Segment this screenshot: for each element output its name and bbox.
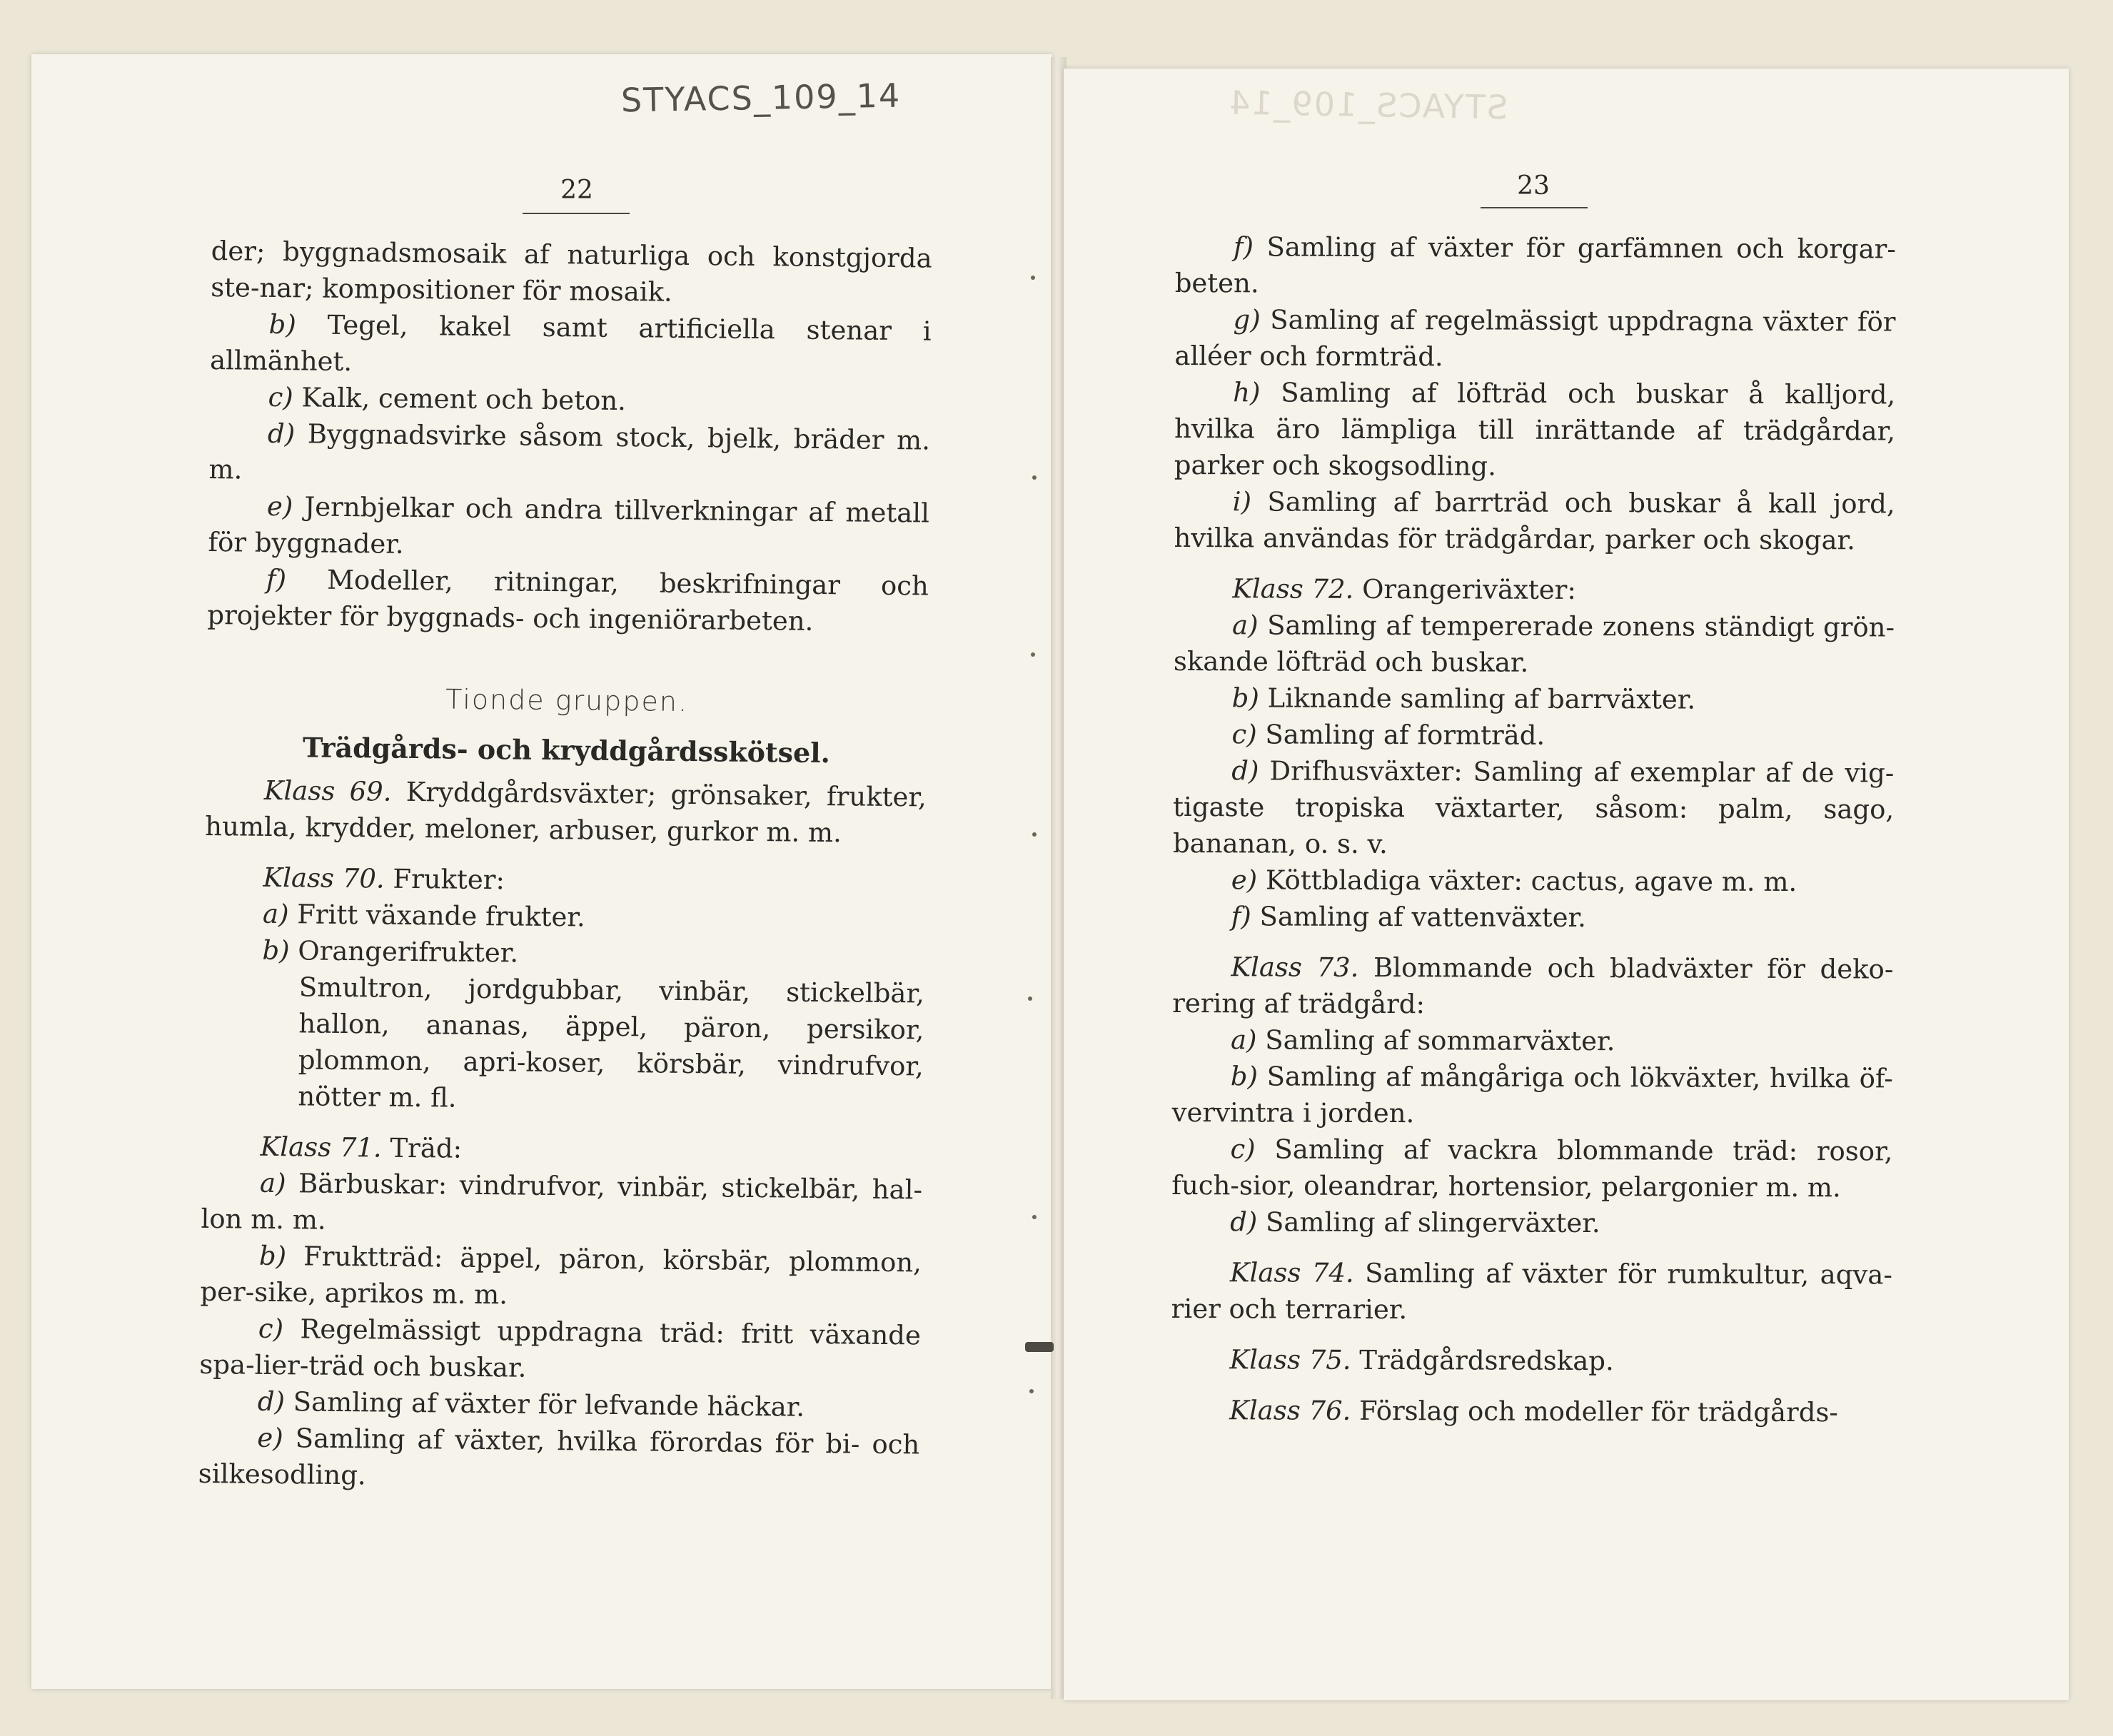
item-marker: h) <box>1233 377 1261 408</box>
item-marker: d) <box>257 1386 286 1418</box>
text: Samling af sommarväxter. <box>1256 1024 1615 1057</box>
item-marker: c) <box>268 381 293 413</box>
text: Samling af växter för lefvande häckar. <box>284 1386 805 1423</box>
text: Samling af vackra blommande träd: rosor, fuch-sior, oleandrar, hortensior, pelargonier m. m. <box>1171 1134 1893 1203</box>
item-marker: i) <box>1232 486 1252 518</box>
item-marker: d) <box>267 418 296 450</box>
text: Blommande och bladväxter för deko-rering af trädgård: <box>1172 952 1894 1020</box>
text: Orangeriväxter: <box>1353 573 1576 605</box>
paper-speck <box>1032 1215 1037 1219</box>
item-marker: c) <box>1231 719 1257 750</box>
fruit-list: Smultron, jordgubbar, vinbär, stickelbär, hallon, ananas, äppel, päron, persikor, plommon, apri-koser, körsbär, vindrufvor, nötter m. fl. <box>298 972 925 1114</box>
item-marker: a) <box>1231 610 1259 641</box>
paragraph <box>1172 1021 1893 1061</box>
right-text-column <box>1171 228 1896 1431</box>
class-label: Klass 76. <box>1229 1395 1351 1426</box>
paragraph <box>207 560 929 641</box>
text: Samling af regelmässigt uppdragna växter för alléer och formträd. <box>1174 304 1896 373</box>
text: Kryddgårdsväxter; grönsaker, frukter, humla, krydder, meloner, arbuser, gurkor m. m. <box>205 776 927 849</box>
paragraph <box>211 233 932 313</box>
paper-speck <box>1029 1389 1034 1393</box>
paper-speck <box>1031 652 1035 657</box>
item-marker: b) <box>262 934 290 967</box>
text: Byggnadsvirke såsom stock, bjelk, bräder m. m. <box>208 418 931 485</box>
text: Fritt växande frukter. <box>288 899 586 933</box>
class-entry <box>205 772 927 852</box>
paper-speck <box>1032 832 1037 837</box>
text: der; byggnadsmosaik af naturliga och konstgjorda ste-nar; kompositioner för mosaik. <box>210 235 932 308</box>
page-number-rule-right <box>1481 207 1588 208</box>
item-marker: f) <box>1233 231 1254 263</box>
paragraph <box>208 488 929 568</box>
text: Trädgårdsredskap. <box>1351 1344 1614 1377</box>
item-marker: c) <box>1230 1134 1256 1165</box>
paragraph <box>1174 607 1895 682</box>
text: Förslag och modeller för trädgårds- <box>1351 1395 1838 1428</box>
text: Samling af mångåriga och lökväxter, hvilka öf-vervintra i jorden. <box>1171 1061 1893 1129</box>
text: Samling af tempererade zonens ständigt grön-skande löfträd och buskar. <box>1173 610 1895 678</box>
item-marker: b) <box>268 308 297 340</box>
text: Köttbladiga växter: cactus, agave m. m. <box>1257 864 1797 898</box>
text: Samling af löfträd och buskar å kalljord, hvilka äro lämpliga till inrättande af trädgårdar, parker och skogsodling. <box>1174 377 1896 482</box>
text: Orangerifrukter. <box>289 935 519 969</box>
item-marker: c) <box>258 1313 284 1345</box>
item-marker: b) <box>1230 1061 1259 1092</box>
page-number-left: 22 <box>560 176 593 205</box>
text: Frukter: <box>384 863 505 896</box>
class-label: Klass 71. <box>260 1131 382 1164</box>
archive-reference: STYACS_109_14 <box>620 76 902 120</box>
text: Samling af vattenväxter. <box>1251 901 1586 934</box>
text: Drifhusväxter: Samling af exemplar af de vig-tigaste tropiska växtarter, såsom: palm, sago, bananan, o. s. v. <box>1172 755 1895 860</box>
paragraph <box>198 1419 920 1500</box>
paragraph <box>1171 1203 1892 1243</box>
text: Tegel, kakel samt artificiella stenar i allmänhet. <box>209 309 932 378</box>
item-marker: a) <box>259 1167 286 1199</box>
paragraph <box>1171 1131 1892 1206</box>
paper-speck <box>1028 996 1032 1001</box>
text: Samling af växter, hvilka förordas för bi- och silkesodling. <box>198 1423 920 1491</box>
class-entry <box>1174 570 1895 610</box>
paragraph <box>1173 752 1895 864</box>
paragraph <box>1173 898 1894 937</box>
paragraph <box>1172 1058 1893 1134</box>
paragraph <box>1173 862 1894 901</box>
class-entry <box>1172 949 1893 1024</box>
left-text-column <box>198 233 932 1499</box>
paper-speck <box>1031 276 1035 280</box>
text: Fruktträd: äppel, päron, körsbär, plommon, per-sike, aprikos m. m. <box>200 1241 922 1311</box>
text: Samling af formträd. <box>1256 719 1545 751</box>
class-label: Klass 75. <box>1229 1344 1351 1376</box>
section-subtitle: Trädgårds- och kryddgårdsskötsel. <box>302 731 831 769</box>
paragraph <box>1174 301 1895 377</box>
text: Regelmässigt uppdragna träd: fritt växande spa-lier-träd och buskar. <box>199 1313 922 1383</box>
item-marker: e) <box>1231 864 1258 896</box>
item-marker: f) <box>1231 901 1251 932</box>
paragraph <box>200 1237 922 1318</box>
text: Samling af växter för rumkultur, aqva-rier och terrarier. <box>1171 1257 1892 1326</box>
binding-mark <box>1025 1342 1054 1352</box>
class-entry <box>1171 1341 1892 1381</box>
class-label: Klass 74. <box>1229 1257 1354 1288</box>
item-marker: d) <box>1231 755 1259 787</box>
paragraph <box>210 306 932 386</box>
item-marker: b) <box>258 1240 287 1272</box>
text: Samling af växter för garfämnen och korgar-beten. <box>1174 231 1896 299</box>
paragraph <box>201 1164 922 1245</box>
page-number-right: 23 <box>1517 171 1550 201</box>
item-marker: e) <box>257 1422 283 1454</box>
item-marker: a) <box>262 898 289 930</box>
text: Modeller, ritningar, beskrifningar och projekter för byggnads- och ingeniörarbeten. <box>207 564 929 637</box>
archive-reference-bleedthrough: STYACS_109_14 <box>1227 83 1508 127</box>
class-label: Klass 73. <box>1231 952 1359 983</box>
paragraph <box>1174 680 1895 719</box>
item-marker: a) <box>1230 1024 1257 1056</box>
item-marker: d) <box>1230 1206 1258 1238</box>
text: Liknande samling af barrväxter. <box>1259 682 1696 715</box>
class-label: Klass 69. <box>263 774 392 807</box>
item-marker: e) <box>266 490 293 523</box>
text: Kalk, cement och beton. <box>293 382 627 417</box>
section-title: Tionde gruppen. <box>445 683 689 718</box>
paragraph <box>1173 716 1894 755</box>
paragraph <box>1174 483 1895 559</box>
paragraph <box>208 415 930 495</box>
text: Samling af slingerväxter. <box>1257 1206 1600 1239</box>
text: Träd: <box>381 1132 463 1164</box>
paper-speck <box>1032 475 1037 480</box>
item-marker: f) <box>266 563 287 595</box>
text: Jernbjelkar och andra tillverkningar af metall för byggnader. <box>208 491 930 560</box>
text: Samling af barrträd och buskar å kall jord, hvilka användas för trädgårdar, parker och skogar. <box>1174 486 1895 556</box>
paragraph <box>199 1310 921 1391</box>
class-label: Klass 72. <box>1232 573 1354 605</box>
text: Bärbuskar: vindrufvor, vinbär, stickelbär, hal-lon m. m. <box>201 1168 923 1236</box>
class-entry <box>1171 1392 1892 1431</box>
paragraph <box>1175 228 1896 304</box>
item-marker: b) <box>1231 682 1259 714</box>
class-entry <box>1171 1254 1892 1330</box>
class-label: Klass 70. <box>263 862 385 894</box>
page-number-rule-left <box>523 213 630 214</box>
item-marker: g) <box>1233 304 1261 335</box>
paragraph <box>1174 374 1896 486</box>
